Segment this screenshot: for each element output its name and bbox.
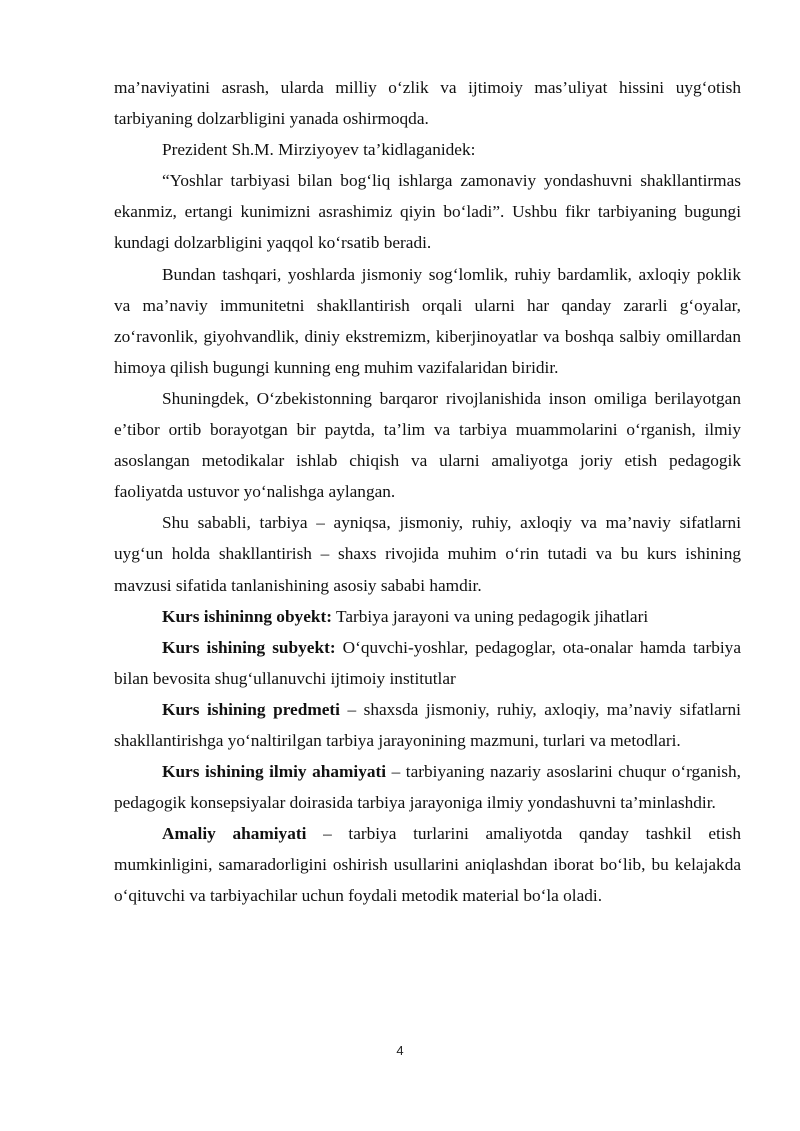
paragraph-text: – shaxsda jismoniy, ruhiy, axloqiy, ma’naviy sifatlarni shakllantirishga yo‘naltirilgan tarbiya jarayonining mazmuni, turlari va metodlari. (114, 699, 741, 750)
paragraph-reason (114, 507, 741, 600)
paragraph-text: Tarbiya jarayoni va uning pedagogik jihatlari (332, 606, 649, 626)
paragraph-lead: Kurs ishining predmeti (162, 699, 340, 719)
paragraph-quote (114, 165, 741, 258)
paragraph-practical-importance (114, 818, 741, 911)
paragraph-text: – tarbiyaning nazariy asoslarini chuqur o‘rganish, pedagogik konsepsiyalar doirasida tarbiya jarayoniga ilmiy yondashuvni ta’minlashdir. (114, 762, 741, 813)
paragraph-text: ma’naviyatini asrash, ularda milliy o‘zlik va ijtimoiy mas’uliyat hissini uyg‘otish tarbiyaning dolzarbligini yanada oshirmoqda. (114, 78, 741, 129)
paragraph-text: Bundan tashqari, yoshlarda jismoniy sog‘lomlik, ruhiy bardamlik, axloqiy poklik va ma’naviy immunitetni shakllantirish orqali ularni har qanday zararli g‘oyalar, zo‘ravonlik, giyohvandlik, diniy ekstremizm, kiberjinoyatlar va boshqa salbiy omillardan himoya qilish bugungi kunning eng muhim vazifalaridan biridir. (114, 264, 741, 377)
paragraph-text: O‘quvchi-yoshlar, pedagoglar, ota-onalar hamda tarbiya bilan bevosita shug‘ullanuvchi ijtimoiy institutlar (114, 637, 741, 688)
paragraph-text: Shu sababli, tarbiya – ayniqsa, jismoniy, ruhiy, axloqiy va ma’naviy sifatlarni uyg‘un holda shakllantirish – shaxs rivojida muhim o‘rin tutadi va bu kurs ishining mavzusi sifatida tanlanishining asosiy sababi hamdir. (114, 513, 741, 595)
paragraph-development (114, 383, 741, 507)
paragraph-text: – tarbiya turlarini amaliyotda qanday tashkil etish mumkinligini, samaradorligini oshirish usullarini aniqlashdan iborat bo‘lib, bu kelajakda o‘qituvchi va tarbiyachilar uchun foydali metodik material bo‘la oladi. (114, 824, 741, 906)
paragraph-lead: Amaliy ahamiyati (162, 824, 307, 844)
paragraph-predmet (114, 694, 741, 756)
paragraph-lead: Kurs ishininng obyekt: (162, 606, 332, 626)
paragraph-text: “Yoshlar tarbiyasi bilan bog‘liq ishlarga zamonaviy yondashuvni shakllantirmas ekanmiz, ertangi kunimizni asrashimiz qiyin bo‘ladi”. Ushbu fikr tarbiyaning bugungi kundagi dolzarbligini yaqqol ko‘rsatib beradi. (114, 171, 741, 253)
paragraph-lead: Kurs ishining ilmiy ahamiyati (162, 762, 387, 782)
paragraph-object (114, 601, 741, 632)
paragraph-health (114, 259, 741, 383)
paragraph-intro-continuation (114, 72, 741, 134)
paragraph-president-quote-intro (114, 134, 741, 165)
paragraph-text: Prezident Sh.M. Mirziyoyev ta’kidlaganidek: (162, 140, 476, 160)
paragraph-text: Shuningdek, O‘zbekistonning barqaror rivojlanishida inson omiliga berilayotgan e’tibor ortib borayotgan bir paytda, ta’lim va tarbiya muammolarini o‘rganish, ilmiy asoslangan metodikalar ishlab chiqish va ularni amaliyotga joriy etish pedagogik faoliyatda ustuvor yo‘nalishga aylangan. (114, 388, 741, 502)
document-body (114, 72, 741, 912)
page-number: 4 (396, 1043, 404, 1058)
paragraph-lead: Kurs ishining subyekt: (162, 637, 336, 657)
paragraph-scientific-importance (114, 756, 741, 818)
paragraph-subject (114, 632, 741, 694)
